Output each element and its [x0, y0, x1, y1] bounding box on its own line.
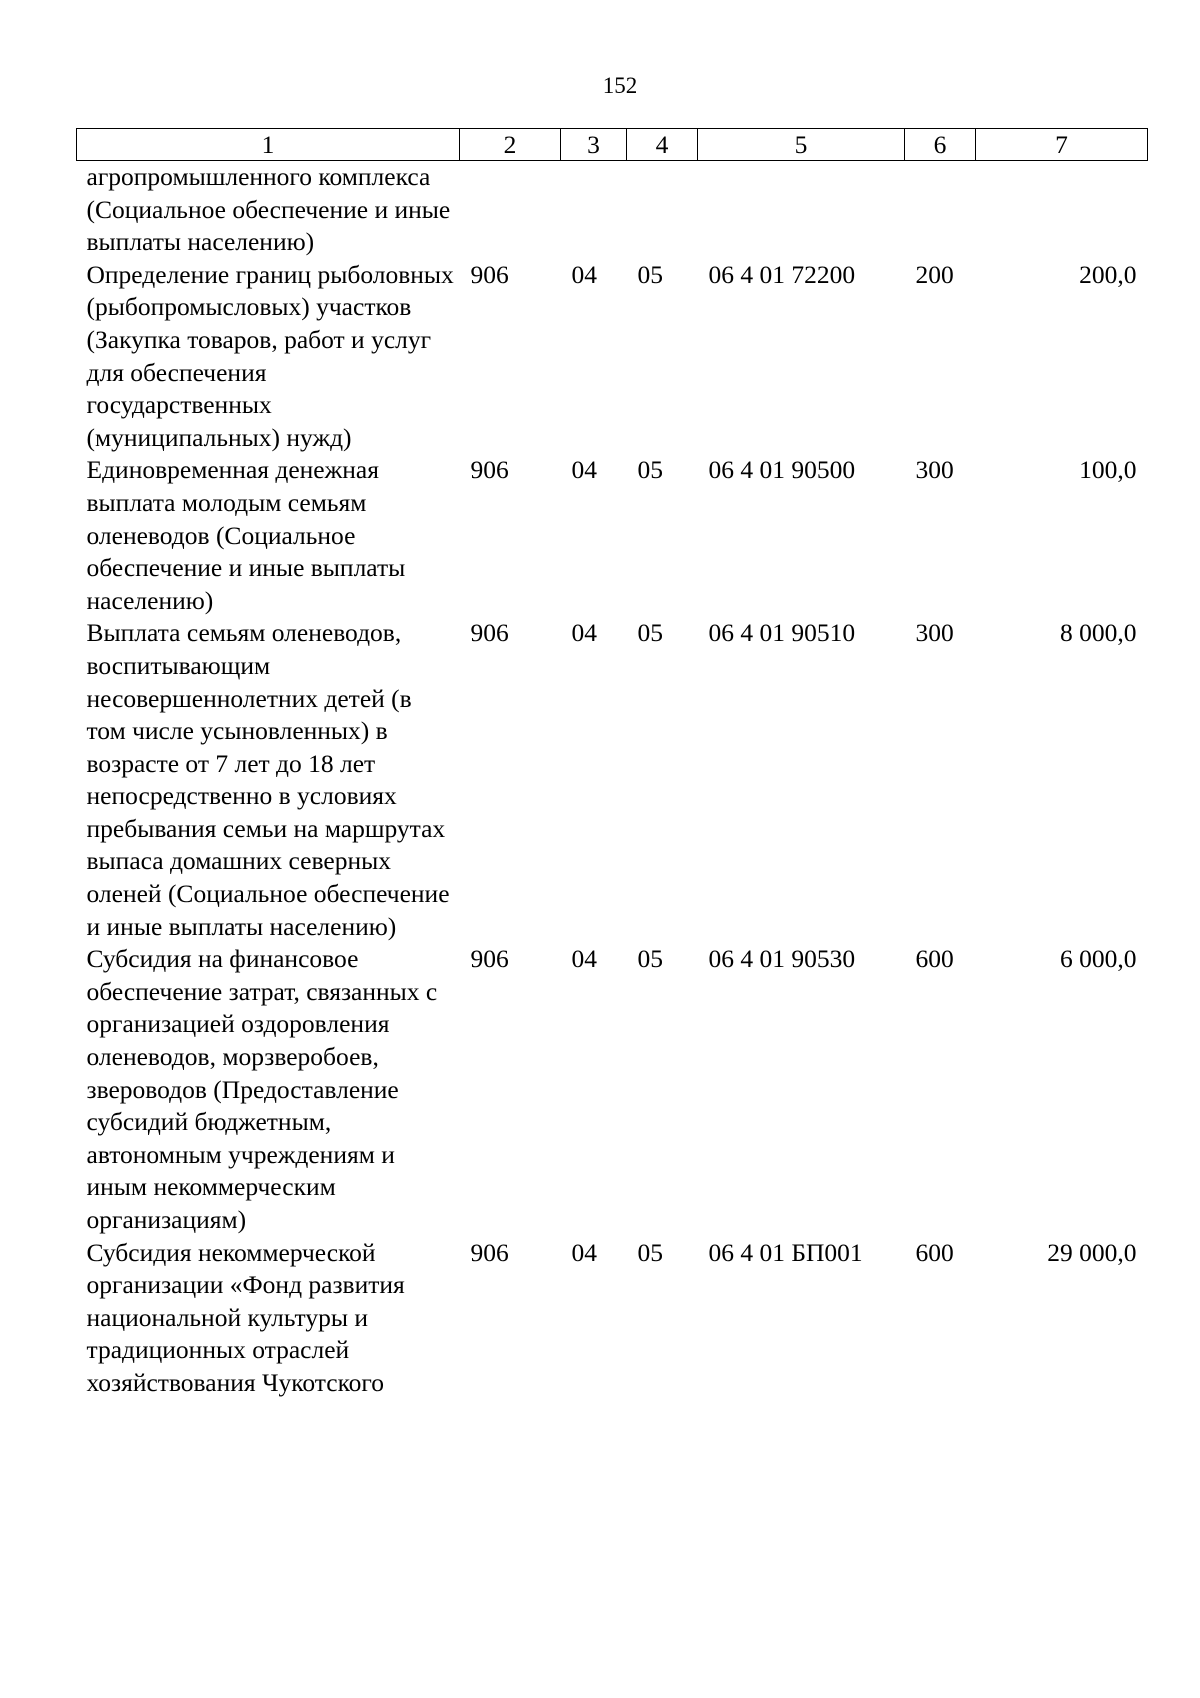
table-row	[77, 454, 1148, 617]
row-section-code: 04	[571, 1237, 597, 1267]
header-col-1: 1	[77, 129, 460, 161]
row-amount	[976, 161, 1148, 259]
row-section-code	[561, 161, 627, 259]
row-section-code: 04	[571, 259, 597, 289]
page-number: 152	[602, 73, 638, 98]
header-col-4: 4	[627, 129, 698, 161]
header-col-6: 6	[905, 129, 976, 161]
table-header	[77, 129, 1148, 161]
row-target-code: 06 4 01 90510	[708, 618, 856, 648]
header-col-7: 7	[976, 129, 1148, 161]
row-amount: 6 000,0	[1060, 944, 1137, 974]
table-row	[77, 1237, 1148, 1400]
row-name: агропромышленного комплекса (Социальное обеспечение и иные выплаты населению)	[86, 162, 451, 257]
table-row	[77, 617, 1148, 943]
row-subsection-code: 05	[637, 259, 663, 289]
row-amount: 8 000,0	[1060, 618, 1137, 648]
table-body	[77, 161, 1148, 1400]
row-section-code: 04	[571, 455, 597, 485]
row-ministry-code	[460, 161, 561, 259]
row-amount: 29 000,0	[1047, 1237, 1137, 1267]
header-col-3: 3	[561, 129, 627, 161]
row-expense-type-code	[905, 161, 976, 259]
row-subsection-code	[627, 161, 698, 259]
row-ministry-code: 906	[470, 1237, 509, 1267]
row-ministry-code: 906	[470, 944, 509, 974]
row-subsection-code: 05	[637, 618, 663, 648]
row-target-code	[698, 161, 905, 259]
row-expense-type-code: 200	[915, 259, 954, 289]
row-name: Единовременная денежная выплата молодым семьям оленеводов (Социальное обеспечение и иные выплаты населению)	[86, 455, 406, 615]
row-ministry-code: 906	[470, 618, 509, 648]
row-ministry-code: 906	[470, 455, 509, 485]
row-section-code: 04	[571, 618, 597, 648]
header-col-2: 2	[460, 129, 561, 161]
table-row	[77, 943, 1148, 1236]
row-expense-type-code: 300	[915, 455, 954, 485]
row-expense-type-code: 300	[915, 618, 954, 648]
row-subsection-code: 05	[637, 944, 663, 974]
row-target-code: 06 4 01 90500	[708, 455, 856, 485]
header-row	[77, 129, 1148, 161]
row-subsection-code: 05	[637, 1237, 663, 1267]
table-row	[77, 161, 1148, 259]
row-expense-type-code: 600	[915, 944, 954, 974]
row-ministry-code: 906	[470, 259, 509, 289]
row-subsection-code: 05	[637, 455, 663, 485]
row-target-code: 06 4 01 72200	[708, 259, 856, 289]
table-row	[77, 259, 1148, 455]
row-name: Выплата семьям оленеводов, воспитывающим несовершеннолетних детей (в том числе усыновленных) в возрасте от 7 лет до 18 лет непосредственно в условиях пребывания семьи на маршрутах выпаса домашних северных оленей (Социальное обеспечение и иные выплаты населению)	[86, 618, 450, 941]
row-target-code: 06 4 01 БП001	[708, 1237, 863, 1267]
budget-table	[76, 128, 1148, 1400]
row-name: Субсидия некоммерческой организации «Фонд развития национальной культуры и традиционных отраслей хозяйствования Чукотского	[86, 1237, 405, 1397]
row-section-code: 04	[571, 944, 597, 974]
row-name: Субсидия на финансовое обеспечение затрат, связанных с организацией оздоровления оленеводов, морзверобоев, звероводов (Предоставление субсидий бюджетным, автономным учреждениям и иным некоммерческим организациям)	[86, 944, 438, 1234]
row-amount: 200,0	[1079, 259, 1137, 289]
row-amount: 100,0	[1079, 455, 1137, 485]
header-col-5: 5	[698, 129, 905, 161]
row-name: Определение границ рыболовных (рыбопромысловых) участков (Закупка товаров, работ и услуг для обеспечения государственных (муниципальных) нужд)	[86, 259, 454, 452]
row-target-code: 06 4 01 90530	[708, 944, 856, 974]
row-expense-type-code: 600	[915, 1237, 954, 1267]
